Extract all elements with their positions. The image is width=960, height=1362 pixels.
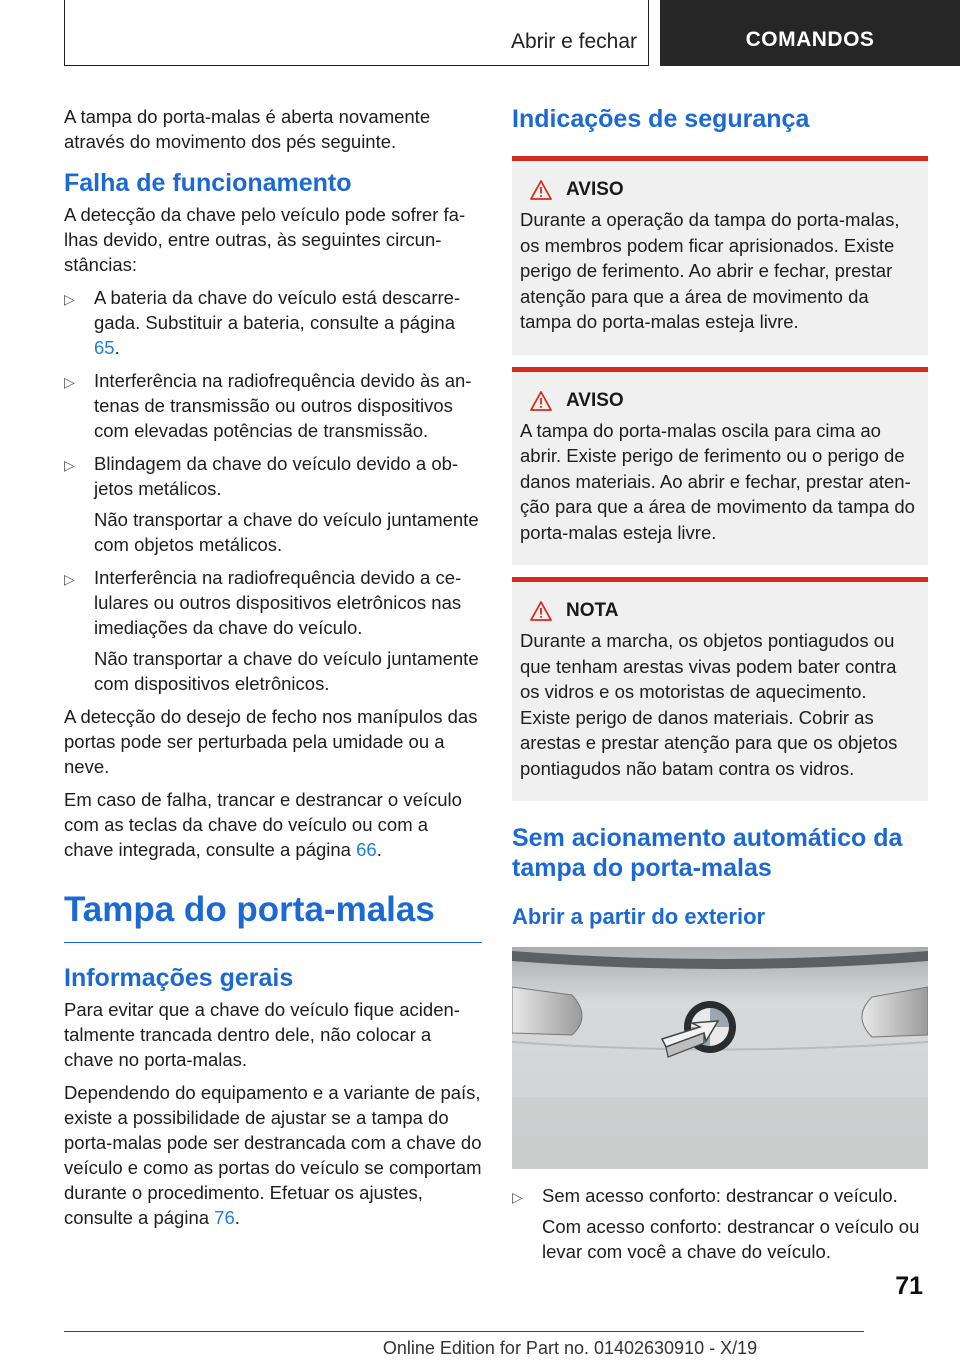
manual-trunk-heading: Sem acionamento automático da tampa do porta-malas bbox=[512, 824, 903, 882]
humidity-paragraph: A detecção do desejo de fecho nos manípulos das portas pode ser perturbada pela umidade ou a neve. bbox=[64, 706, 478, 777]
trunk-badge-photo bbox=[512, 947, 928, 1169]
triangle-bullet-icon: ▷ bbox=[64, 374, 75, 390]
warning-label: AVISO bbox=[566, 179, 624, 200]
page-link[interactable]: 65 bbox=[94, 337, 115, 358]
right-column bbox=[512, 104, 928, 1272]
open-exterior-heading: Abrir a partir do exterior bbox=[512, 904, 766, 929]
fault-causes-list bbox=[64, 285, 482, 696]
fault-fallback-paragraph: Em caso de falha, trancar e destrancar o veículo com as teclas da chave do veículo ou com a chave integrada, consulte a página 66. bbox=[64, 789, 462, 860]
header-chapter-tab[interactable]: COMANDOS bbox=[660, 0, 960, 66]
note-label: NOTA bbox=[566, 600, 619, 621]
footer-divider bbox=[64, 1331, 864, 1332]
page-link[interactable]: 66 bbox=[356, 839, 377, 860]
left-column bbox=[64, 104, 482, 1238]
equipment-paragraph: Dependendo do equipamento e a variante de país, existe a possibilidade de ajustar se a tampa do porta-malas pode ser destrancada com a chave do veículo e como as portas do veículo se comportam durante o procedimento. Efetuar os ajustes, consulte a página 76. bbox=[64, 1082, 482, 1228]
general-info-text: Para evitar que a chave do veículo fique acidentalmente trancada dentro dele, não colocar a chave no porta-malas. bbox=[64, 999, 460, 1070]
triangle-bullet-icon: ▷ bbox=[64, 291, 75, 307]
safety-heading: Indicações de segurança bbox=[512, 105, 810, 133]
list-item: ▷ Blindagem da chave do veículo devido a objetos metálicos. Não transportar a chave do veículo juntamente com objetos metálicos. bbox=[64, 453, 479, 555]
page-link[interactable]: 76 bbox=[214, 1207, 235, 1228]
fault-text: A detecção da chave pelo veículo pode sofrer falhas devido, entre outras, às seguintes circunstâncias: bbox=[64, 204, 466, 275]
warning-triangle-icon bbox=[530, 180, 552, 200]
triangle-bullet-icon: ▷ bbox=[64, 457, 75, 473]
footer-edition: Online Edition for Part no. 01402630910 - X/19 bbox=[382, 1338, 758, 1358]
warning-text: A tampa do porta-malas oscila para cima ao abrir. Existe perigo de ferimento ou o perigo de danos materiais. Ao abrir e fechar, prestar atenção para que a área de movimento da tampa do porta-malas esteja livre. bbox=[520, 419, 915, 543]
note-box bbox=[512, 577, 928, 801]
list-item: ▷ Interferência na radiofrequência devido às antenas de transmissão ou outros dispositivos com elevadas potências de transmissão. bbox=[64, 370, 472, 441]
triangle-bullet-icon: ▷ bbox=[64, 571, 75, 587]
warning-box bbox=[512, 367, 928, 566]
list-item: ▷ Sem acesso conforto: destrancar o veículo. Com acesso conforto: destrancar o veículo ou levar com você a chave do veículo. bbox=[512, 1185, 920, 1262]
warning-triangle-icon bbox=[530, 601, 552, 621]
list-item: ▷ Interferência na radiofrequência devido a celulares ou outros dispositivos eletrônicos nas imediações da chave do veículo. Não transportar a chave do veículo juntamente com dispositivos eletrônicos. bbox=[64, 567, 479, 694]
warning-text: Durante a operação da tampa do porta-malas, os membros podem ficar aprisionados. Existe perigo de ferimento. Ao abrir e fechar, prestar atenção para que a área de movimento da tampa do porta-malas esteja livre. bbox=[520, 209, 900, 332]
note-text: Durante a marcha, os objetos pontiagudos ou que tenham arestas vivas podem bater contra os vidros e os motoristas de aquecimento. Existe perigo de danos materiais. Cobrir as arestas e prestar atenção para que os objetos pontiagudos não batam contra os vidros. bbox=[520, 630, 898, 779]
header-section-title: Abrir e fechar bbox=[510, 30, 637, 53]
intro-paragraph: A tampa do porta-malas é aberta novamente através do movimento dos pés seguinte. bbox=[64, 106, 431, 152]
fault-heading: Falha de funcionamento bbox=[64, 169, 352, 197]
warning-triangle-icon bbox=[530, 391, 552, 411]
open-steps-list bbox=[512, 1183, 928, 1264]
warning-box bbox=[512, 156, 928, 355]
trunk-heading: Tampa do porta-malas bbox=[64, 888, 482, 943]
warning-label: AVISO bbox=[566, 389, 624, 411]
list-item: ▷ A bateria da chave do veículo está descarregada. Substituir a bateria, consulte a página 65. bbox=[64, 287, 461, 358]
page-number: 71 bbox=[895, 1272, 923, 1300]
general-info-heading: Informações gerais bbox=[64, 964, 294, 992]
triangle-bullet-icon: ▷ bbox=[512, 1189, 523, 1205]
